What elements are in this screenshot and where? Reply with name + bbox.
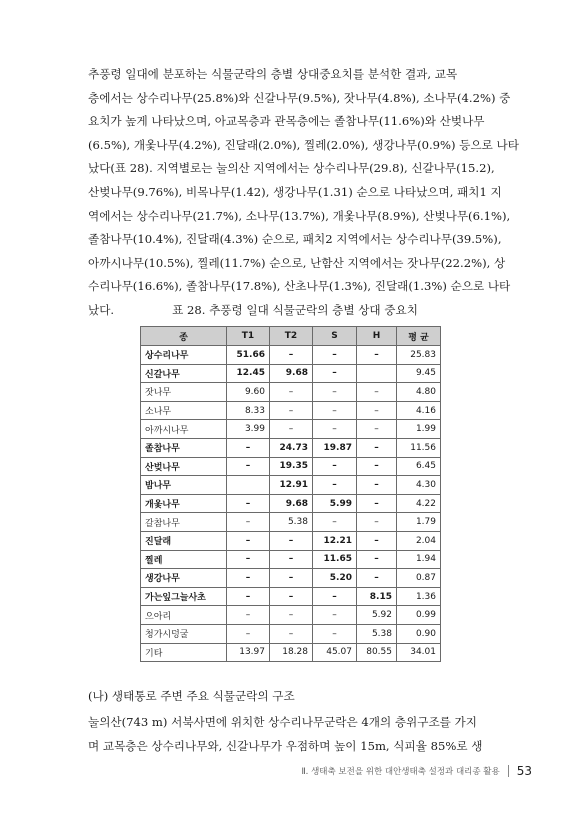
body-paragraph-2 [88,711,502,758]
species-cell: 밤나무 [141,476,227,495]
value-cell: 25.83 [397,346,441,365]
paragraph-line: 요치가 높게 나타났으며, 아교목층과 관목층에는 졸참나무(11.6%)와 산벚나무 [88,114,485,129]
paragraph-line: 수리나무(16.6%), 졸참나무(17.8%), 산초나무(1.3%), 진달래(1.3%) 순으로 나타 [88,279,511,294]
value-cell: – [227,457,270,476]
value-cell: – [357,569,397,588]
value-cell: – [313,420,357,439]
value-cell: 45.07 [313,643,357,662]
header-species: 종 [141,327,227,346]
value-cell: – [313,401,357,420]
value-cell: 11.56 [397,438,441,457]
value-cell: – [227,438,270,457]
value-cell: – [227,624,270,643]
species-cell: 졸참나무 [141,438,227,457]
paragraph-line: 층에서는 상수리나무(25.8%)와 신갈나무(9.5%), 잣나무(4.8%), 소나무(4.2%) 중 [88,90,511,105]
paragraph-line: 산벚나무(9.76%), 비목나무(1.42), 생강나무(1.31) 순으로 나타났으며, 패치1 지 [88,184,502,199]
species-cell: 기타 [141,643,227,662]
value-cell: – [313,624,357,643]
value-cell: 5.38 [270,513,313,532]
value-cell: 12.21 [313,531,357,550]
value-cell: 12.45 [227,364,270,383]
species-cell: 상수리나무 [141,346,227,365]
value-cell: 51.66 [227,346,270,365]
value-cell: 18.28 [270,643,313,662]
value-cell: 5.92 [357,606,397,625]
paragraph-line: (6.5%), 개옻나무(4.2%), 진달래(2.0%), 찔레(2.0%), 생강나무(0.9%) 등으로 나타 [88,137,519,152]
value-cell: – [357,550,397,569]
table-row [141,587,441,606]
paragraph-line: 며 교목층은 상수리나무와, 신갈나무가 우점하며 높이 15m, 식피율 85%로 생 [88,738,483,753]
value-cell: – [313,364,357,383]
species-cell: 소나무 [141,401,227,420]
paragraph-line: 눌의산(743 m) 서북사면에 위치한 상수리나무군락은 4개의 층위구조를 가지 [88,715,477,729]
value-cell: – [357,401,397,420]
importance-value-table [140,326,441,662]
page-number: 53 [516,764,532,778]
species-cell: 생강나무 [141,569,227,588]
table-body [141,346,441,662]
table-row [141,457,441,476]
value-cell: – [357,438,397,457]
value-cell: 8.15 [357,587,397,606]
table-row [141,438,441,457]
species-cell: 신갈나무 [141,364,227,383]
value-cell: – [357,494,397,513]
value-cell: 2.04 [397,531,441,550]
table-row [141,606,441,625]
value-cell: 1.99 [397,420,441,439]
table-row [141,624,441,643]
value-cell: – [227,550,270,569]
footer-divider [508,765,509,777]
value-cell: 0.87 [397,569,441,588]
value-cell: 0.99 [397,606,441,625]
species-cell: 개옻나무 [141,494,227,513]
paragraph-line: 났다(표 28). 지역별로는 눌의산 지역에서는 상수리나무(29.8), 신갈나무(15.2), [88,161,495,176]
value-cell: – [227,569,270,588]
header-s: S [313,327,357,346]
table-row [141,550,441,569]
species-cell: 가는잎그늘사초 [141,587,227,606]
species-cell: 으아리 [141,606,227,625]
table-caption: 표 28. 추풍령 일대 식물군락의 층별 상대 중요치 [172,303,418,317]
value-cell: 1.36 [397,587,441,606]
header-average: 평 균 [397,327,441,346]
species-cell: 청가시덩굴 [141,624,227,643]
value-cell: 1.94 [397,550,441,569]
table-row [141,494,441,513]
value-cell: 19.87 [313,438,357,457]
table-row [141,346,441,365]
table-row [141,513,441,532]
value-cell: – [357,420,397,439]
paragraph-line: 역에서는 상수리나무(21.7%), 소나무(13.7%), 개옻나무(8.9%), 산벚나무(6.1%), [88,208,511,223]
species-cell: 진달래 [141,531,227,550]
value-cell: 4.80 [397,383,441,402]
value-cell: 9.60 [227,383,270,402]
value-cell: 24.73 [270,438,313,457]
table-row [141,569,441,588]
table-row [141,531,441,550]
value-cell: 11.65 [313,550,357,569]
value-cell: 3.99 [227,420,270,439]
header-t1: T1 [227,327,270,346]
header-t2: T2 [270,327,313,346]
table-row [141,383,441,402]
value-cell: – [227,606,270,625]
value-cell: 9.68 [270,494,313,513]
value-cell: 9.45 [397,364,441,383]
value-cell: 4.16 [397,401,441,420]
table-row [141,364,441,383]
value-cell: 12.91 [270,476,313,495]
species-cell: 갈참나무 [141,513,227,532]
value-cell: – [313,587,357,606]
value-cell: – [313,513,357,532]
value-cell: – [270,624,313,643]
page-footer [301,764,532,778]
value-cell [227,476,270,495]
value-cell: – [270,531,313,550]
value-cell: – [357,457,397,476]
value-cell: 0.90 [397,624,441,643]
value-cell: – [357,513,397,532]
value-cell: 4.30 [397,476,441,495]
value-cell: 6.45 [397,457,441,476]
species-cell: 찔레 [141,550,227,569]
value-cell: – [357,476,397,495]
value-cell: – [270,550,313,569]
value-cell: – [270,587,313,606]
paragraph-line: 졸참나무(10.4%), 진달래(4.3%) 순으로, 패치2 지역에서는 상수리나무(39.5%), [88,232,502,247]
footer-chapter-title: Ⅱ. 생태축 보전을 위한 대안생태축 설정과 대리종 활용 [301,767,500,777]
header-h: H [357,327,397,346]
value-cell: – [313,457,357,476]
value-cell: – [313,383,357,402]
section-heading: (나) 생태통로 주변 주요 식물군락의 구조 [88,689,295,703]
value-cell: – [313,476,357,495]
value-cell: – [270,346,313,365]
paragraph-line: 추풍령 일대에 분포하는 식물군락의 층별 상대중요치를 분석한 결과, 교목 [88,67,458,81]
value-cell: – [357,383,397,402]
value-cell: – [270,383,313,402]
value-cell: 34.01 [397,643,441,662]
table-header-row [141,327,441,346]
value-cell [357,364,397,383]
value-cell: 13.97 [227,643,270,662]
table-row [141,476,441,495]
species-cell: 아까시나무 [141,420,227,439]
table-row [141,643,441,662]
value-cell: 5.38 [357,624,397,643]
paragraph-line: 났다. [88,302,115,317]
value-cell: 9.68 [270,364,313,383]
species-cell: 잣나무 [141,383,227,402]
value-cell: – [270,606,313,625]
paragraph-line: 아까시나무(10.5%), 찔레(11.7%) 순으로, 난함산 지역에서는 잣나무(22.2%), 상 [88,255,506,270]
table-row [141,401,441,420]
value-cell: 5.99 [313,494,357,513]
value-cell: – [270,569,313,588]
value-cell: – [270,420,313,439]
value-cell: – [357,531,397,550]
value-cell: 19.35 [270,457,313,476]
table-row [141,420,441,439]
value-cell: – [270,401,313,420]
body-paragraph-1 [88,63,519,323]
value-cell: 5.20 [313,569,357,588]
value-cell: – [227,587,270,606]
species-cell: 산벚나무 [141,457,227,476]
value-cell: 80.55 [357,643,397,662]
value-cell: – [227,513,270,532]
value-cell: 4.22 [397,494,441,513]
value-cell: – [313,606,357,625]
value-cell: – [227,494,270,513]
value-cell: – [357,346,397,365]
value-cell: – [227,531,270,550]
value-cell: 8.33 [227,401,270,420]
value-cell: 1.79 [397,513,441,532]
value-cell: – [313,346,357,365]
